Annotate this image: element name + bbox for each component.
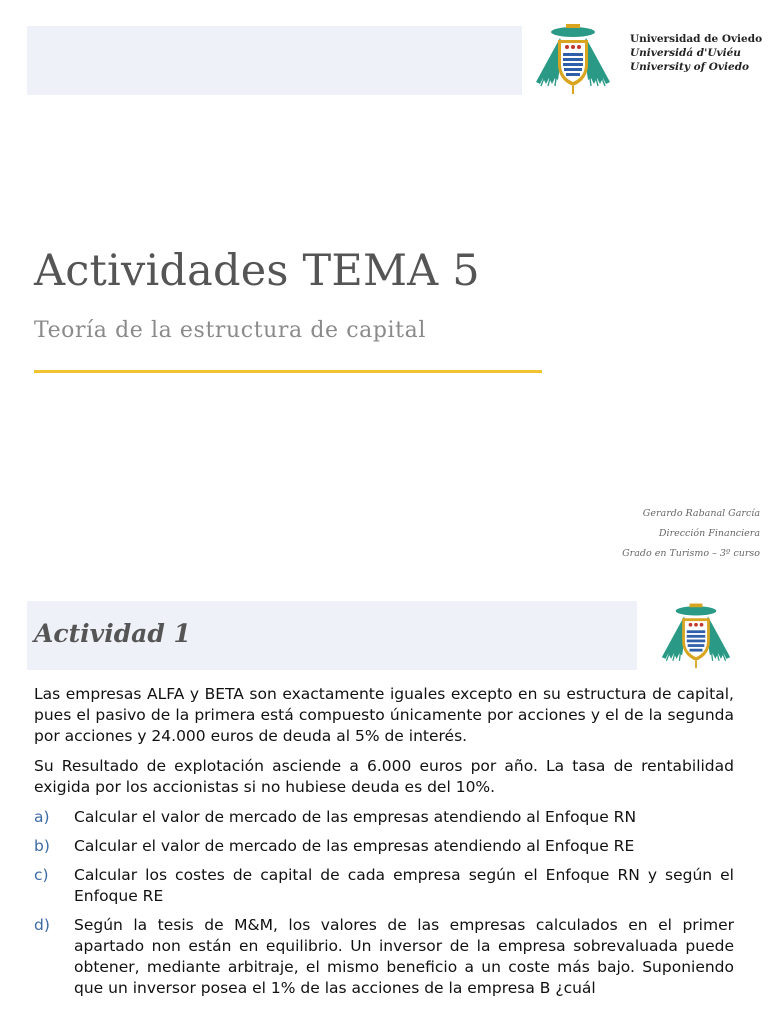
list-marker: a) <box>34 808 50 826</box>
university-name-ast: Universidá d'Uviéu <box>630 47 741 59</box>
questions-list <box>34 807 734 999</box>
list-item-text: Calcular los costes de capital de cada empresa según el Enfoque RN y según el Enfoque RE <box>74 866 734 905</box>
list-item-text: Calcular el valor de mercado de las empresas atendiendo al Enfoque RE <box>74 837 635 855</box>
list-marker: d) <box>34 916 50 934</box>
course-subject: Dirección Financiera <box>658 528 760 539</box>
author-block <box>622 504 760 564</box>
cover-subtitle: Teoría de la estructura de capital <box>34 318 426 343</box>
list-item <box>34 836 734 857</box>
list-item-text: Según la tesis de M&M, los valores de las empresas calculados en el primer apartado non están en equilibrio. Un inversor de la empresa sobrevaluada puede obtener, mediante arbitraje, el mismo beneficio a un coste más bajo. Suponiendo que un inversor posea el 1% de las acciones de la empresa B ¿cuál <box>74 916 734 997</box>
university-crest-icon <box>656 598 736 670</box>
statement-paragraph: Su Resultado de explotación asciende a 6.000 euros por año. La tasa de rentabilidad exigida por los accionistas si no hubiese deuda es del 10%. <box>34 757 734 796</box>
header-band <box>27 26 522 95</box>
university-names <box>630 32 762 74</box>
author-name: Gerardo Rabanal García <box>642 508 760 519</box>
activity-title: Actividad 1 <box>34 619 191 648</box>
university-crest-icon <box>530 18 616 96</box>
list-item <box>34 865 734 907</box>
statement-paragraph: Las empresas ALFA y BETA son exactamente iguales excepto en su estructura de capital, pues el pasivo de la primera está compuesto únicamente por acciones y el de la segunda por acciones y 24.000 euros de deuda al 5% de interés. <box>34 685 734 745</box>
list-marker: c) <box>34 866 49 884</box>
university-name-es: Universidad de Oviedo <box>630 33 763 45</box>
accent-divider <box>34 370 542 373</box>
list-item <box>34 915 734 999</box>
activity-content <box>34 684 734 1007</box>
degree-year: Grado en Turismo – 3º curso <box>622 548 760 559</box>
list-marker: b) <box>34 837 50 855</box>
cover-title: Actividades TEMA 5 <box>34 246 480 296</box>
list-item-text: Calcular el valor de mercado de las empresas atendiendo al Enfoque RN <box>74 808 637 826</box>
university-name-en: University of Oviedo <box>630 61 750 73</box>
list-item <box>34 807 734 828</box>
